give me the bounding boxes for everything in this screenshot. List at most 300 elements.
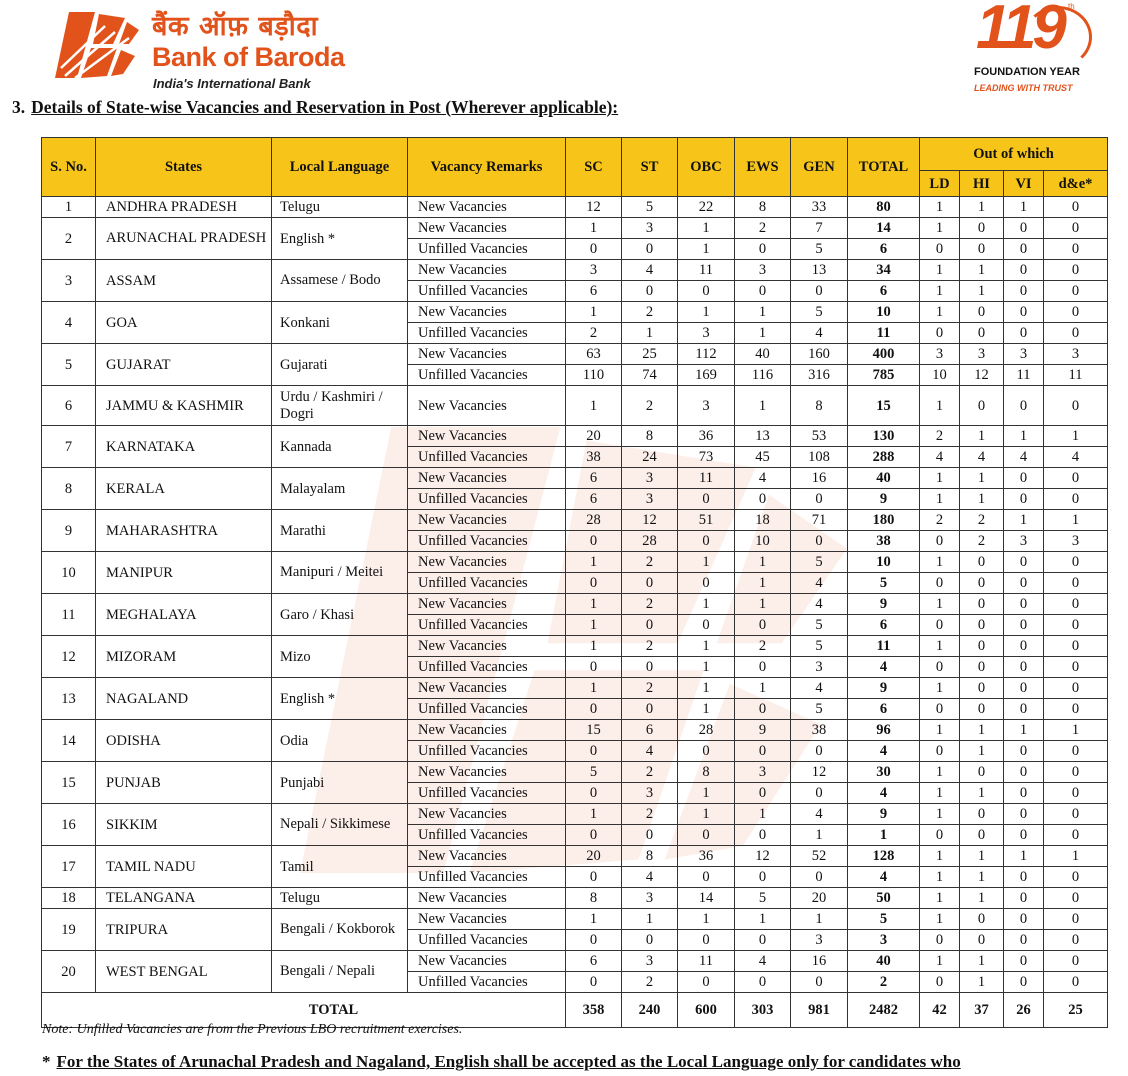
row-sno: 12: [42, 636, 96, 678]
row-remarks: New Vacancies: [408, 344, 566, 365]
total-cell: 240: [622, 993, 678, 1028]
row-value: 0: [735, 741, 791, 762]
total-cell: 42: [920, 993, 960, 1028]
row-value: 0: [1044, 323, 1108, 344]
row-value: 15: [566, 720, 622, 741]
row-value: 20: [566, 846, 622, 867]
row-value: 1: [678, 783, 735, 804]
row-value: 0: [1044, 636, 1108, 657]
row-value: 1: [678, 678, 735, 699]
table-row: [42, 678, 1108, 699]
row-value: 40: [735, 344, 791, 365]
header-states: States: [96, 138, 272, 197]
row-value: 785: [848, 365, 920, 386]
row-value: 128: [848, 846, 920, 867]
row-value: 28: [622, 531, 678, 552]
row-value: 112: [678, 344, 735, 365]
row-value: 2: [622, 972, 678, 993]
row-value: 30: [848, 762, 920, 783]
row-value: 1: [920, 260, 960, 281]
row-remarks: New Vacancies: [408, 386, 566, 426]
row-state: JAMMU & KASHMIR: [96, 386, 272, 426]
row-value: 4: [791, 323, 848, 344]
row-value: 8: [622, 426, 678, 447]
row-value: 0: [566, 531, 622, 552]
row-value: 1: [791, 825, 848, 846]
row-value: 0: [960, 552, 1004, 573]
row-remarks: Unfilled Vacancies: [408, 489, 566, 510]
row-value: 0: [678, 867, 735, 888]
table-row: [42, 468, 1108, 489]
row-value: 1: [678, 594, 735, 615]
row-value: 0: [960, 909, 1004, 930]
row-sno: 6: [42, 386, 96, 426]
row-value: 0: [920, 573, 960, 594]
row-value: 0: [1004, 825, 1044, 846]
row-value: 0: [1004, 867, 1044, 888]
row-sno: 14: [42, 720, 96, 762]
table-row: [42, 510, 1108, 531]
row-state: TRIPURA: [96, 909, 272, 951]
row-value: 1: [678, 657, 735, 678]
row-value: 0: [1004, 239, 1044, 260]
row-value: 1: [960, 489, 1004, 510]
row-value: 3: [1044, 344, 1108, 365]
row-value: 4: [848, 867, 920, 888]
row-value: 0: [735, 930, 791, 951]
row-value: 6: [848, 239, 920, 260]
row-value: 3: [622, 951, 678, 972]
row-value: 1: [622, 323, 678, 344]
row-value: 0: [1044, 741, 1108, 762]
header-sc: SC: [566, 138, 622, 197]
row-remarks: Unfilled Vacancies: [408, 365, 566, 386]
row-remarks: Unfilled Vacancies: [408, 825, 566, 846]
row-state: MANIPUR: [96, 552, 272, 594]
row-value: 0: [1044, 197, 1108, 218]
row-value: 0: [1004, 302, 1044, 323]
row-value: 10: [735, 531, 791, 552]
row-value: 110: [566, 365, 622, 386]
row-value: 8: [678, 762, 735, 783]
row-value: 40: [848, 468, 920, 489]
row-value: 1: [735, 386, 791, 426]
row-value: 5: [791, 552, 848, 573]
row-value: 0: [622, 825, 678, 846]
row-language: Assamese / Bodo: [272, 260, 408, 302]
row-value: 1: [678, 218, 735, 239]
row-value: 0: [1044, 281, 1108, 302]
row-value: 1: [566, 302, 622, 323]
row-value: 14: [848, 218, 920, 239]
row-value: 1: [566, 594, 622, 615]
row-value: 16: [791, 468, 848, 489]
total-cell: 26: [1004, 993, 1044, 1028]
row-value: 9: [848, 678, 920, 699]
vacancy-table: [41, 137, 1108, 1028]
table-row: [42, 720, 1108, 741]
row-language: Marathi: [272, 510, 408, 552]
row-value: 2: [622, 636, 678, 657]
total-cell: 25: [1044, 993, 1108, 1028]
row-value: 0: [566, 783, 622, 804]
row-remarks: New Vacancies: [408, 552, 566, 573]
row-value: 0: [735, 867, 791, 888]
row-value: 0: [1004, 657, 1044, 678]
table-row: [42, 344, 1108, 365]
row-value: 11: [678, 468, 735, 489]
row-value: 24: [622, 447, 678, 468]
row-language: Urdu / Kashmiri / Dogri: [272, 386, 408, 426]
row-value: 6: [566, 468, 622, 489]
row-state: GUJARAT: [96, 344, 272, 386]
table-row: [42, 846, 1108, 867]
row-value: 63: [566, 344, 622, 365]
row-value: 0: [1004, 594, 1044, 615]
row-value: 0: [1004, 260, 1044, 281]
total-cell: 358: [566, 993, 622, 1028]
footnote-marker: *: [42, 1052, 51, 1071]
row-value: 1: [920, 720, 960, 741]
row-value: 0: [791, 972, 848, 993]
row-value: 34: [848, 260, 920, 281]
row-value: 6: [566, 281, 622, 302]
row-value: 1: [678, 804, 735, 825]
section-number: 3.: [12, 97, 26, 117]
row-value: 0: [1004, 281, 1044, 302]
row-value: 0: [1044, 218, 1108, 239]
row-value: 0: [1044, 867, 1108, 888]
row-value: 0: [735, 699, 791, 720]
row-value: 316: [791, 365, 848, 386]
row-value: 1: [920, 636, 960, 657]
row-value: 20: [566, 426, 622, 447]
row-value: 2: [622, 678, 678, 699]
row-value: 12: [566, 197, 622, 218]
row-value: 15: [848, 386, 920, 426]
row-value: 0: [1044, 678, 1108, 699]
row-value: 1: [920, 888, 960, 909]
row-value: 96: [848, 720, 920, 741]
row-value: 0: [622, 930, 678, 951]
row-value: 0: [920, 657, 960, 678]
row-remarks: New Vacancies: [408, 426, 566, 447]
row-value: 3: [566, 260, 622, 281]
row-value: 33: [791, 197, 848, 218]
row-value: 3: [735, 762, 791, 783]
row-value: 0: [960, 615, 1004, 636]
row-value: 1: [848, 825, 920, 846]
foundation-number: 119: [976, 0, 1063, 62]
row-value: 0: [1004, 888, 1044, 909]
row-value: 4: [791, 594, 848, 615]
row-value: 4: [960, 447, 1004, 468]
row-value: 14: [678, 888, 735, 909]
row-sno: 5: [42, 344, 96, 386]
row-value: 1: [1044, 720, 1108, 741]
row-language: Mizo: [272, 636, 408, 678]
row-value: 11: [678, 951, 735, 972]
row-value: 0: [566, 930, 622, 951]
row-sno: 2: [42, 218, 96, 260]
row-value: 4: [622, 260, 678, 281]
row-value: 3: [622, 489, 678, 510]
row-value: 13: [791, 260, 848, 281]
row-state: ANDHRA PRADESH: [96, 197, 272, 218]
row-value: 1: [920, 552, 960, 573]
row-value: 12: [622, 510, 678, 531]
row-value: 1: [920, 218, 960, 239]
row-value: 5: [848, 573, 920, 594]
row-state: SIKKIM: [96, 804, 272, 846]
row-value: 11: [678, 260, 735, 281]
row-value: 0: [678, 615, 735, 636]
row-value: 1: [735, 573, 791, 594]
row-value: 0: [678, 972, 735, 993]
header-de: d&e*: [1044, 171, 1108, 197]
row-value: 0: [960, 762, 1004, 783]
row-value: 1: [960, 281, 1004, 302]
row-value: 4: [791, 804, 848, 825]
row-value: 12: [735, 846, 791, 867]
row-value: 6: [848, 699, 920, 720]
footnote: [42, 1052, 961, 1072]
row-value: 0: [1044, 260, 1108, 281]
row-value: 1: [920, 489, 960, 510]
row-value: 0: [1004, 573, 1044, 594]
row-state: NAGALAND: [96, 678, 272, 720]
row-language: Kannada: [272, 426, 408, 468]
footnote-text: For the States of Arunachal Pradesh and Nagaland, English shall be accepted as the Local Language only for candidates who: [56, 1052, 961, 1071]
row-value: 4: [920, 447, 960, 468]
document-header: [0, 0, 1128, 100]
row-value: 1: [960, 888, 1004, 909]
row-sno: 16: [42, 804, 96, 846]
row-value: 2: [622, 302, 678, 323]
row-value: 1: [960, 260, 1004, 281]
row-value: 0: [622, 281, 678, 302]
row-remarks: New Vacancies: [408, 951, 566, 972]
row-value: 38: [791, 720, 848, 741]
row-value: 1: [1044, 426, 1108, 447]
header-vi: VI: [1004, 171, 1044, 197]
bank-tagline: India's International Bank: [153, 76, 311, 91]
row-state: WEST BENGAL: [96, 951, 272, 993]
row-value: 0: [1004, 804, 1044, 825]
table-row: [42, 386, 1108, 426]
row-remarks: New Vacancies: [408, 720, 566, 741]
row-value: 0: [1004, 699, 1044, 720]
row-remarks: New Vacancies: [408, 218, 566, 239]
row-value: 1: [960, 426, 1004, 447]
row-value: 10: [920, 365, 960, 386]
row-value: 0: [791, 281, 848, 302]
row-remarks: New Vacancies: [408, 197, 566, 218]
row-sno: 7: [42, 426, 96, 468]
row-value: 0: [1044, 699, 1108, 720]
row-value: 28: [678, 720, 735, 741]
row-value: 2: [960, 510, 1004, 531]
row-value: 71: [791, 510, 848, 531]
total-cell: 303: [735, 993, 791, 1028]
total-cell: 37: [960, 993, 1004, 1028]
row-value: 0: [678, 489, 735, 510]
row-value: 4: [848, 783, 920, 804]
row-remarks: New Vacancies: [408, 846, 566, 867]
row-value: 0: [960, 930, 1004, 951]
row-value: 13: [735, 426, 791, 447]
table-row: [42, 594, 1108, 615]
row-value: 4: [1004, 447, 1044, 468]
row-value: 2: [920, 426, 960, 447]
row-value: 3: [678, 386, 735, 426]
row-value: 3: [848, 930, 920, 951]
row-state: ARUNACHAL PRADESH: [96, 218, 272, 260]
row-value: 1: [920, 386, 960, 426]
row-remarks: New Vacancies: [408, 510, 566, 531]
row-value: 1: [735, 678, 791, 699]
row-value: 0: [1044, 930, 1108, 951]
row-value: 0: [1044, 552, 1108, 573]
foundation-line2: LEADING WITH TRUST: [974, 83, 1073, 93]
row-state: MEGHALAYA: [96, 594, 272, 636]
row-sno: 15: [42, 762, 96, 804]
row-value: 0: [1004, 552, 1044, 573]
row-language: Manipuri / Meitei: [272, 552, 408, 594]
row-value: 0: [920, 741, 960, 762]
row-language: Telugu: [272, 888, 408, 909]
row-sno: 10: [42, 552, 96, 594]
row-value: 1: [920, 678, 960, 699]
row-value: 1: [735, 323, 791, 344]
row-value: 0: [678, 281, 735, 302]
row-language: English *: [272, 218, 408, 260]
row-value: 5: [791, 699, 848, 720]
row-value: 52: [791, 846, 848, 867]
row-value: 9: [848, 489, 920, 510]
row-value: 4: [1044, 447, 1108, 468]
row-value: 5: [791, 302, 848, 323]
total-cell: 981: [791, 993, 848, 1028]
row-value: 0: [920, 239, 960, 260]
row-value: 9: [848, 594, 920, 615]
row-value: 0: [678, 825, 735, 846]
row-remarks: New Vacancies: [408, 636, 566, 657]
row-state: ASSAM: [96, 260, 272, 302]
row-value: 36: [678, 846, 735, 867]
row-value: 0: [735, 239, 791, 260]
row-value: 0: [920, 323, 960, 344]
foundation-line1: FOUNDATION YEAR: [974, 66, 1080, 78]
row-value: 2: [735, 636, 791, 657]
row-remarks: Unfilled Vacancies: [408, 783, 566, 804]
row-value: 10: [848, 552, 920, 573]
row-value: 2: [622, 552, 678, 573]
header-hi: HI: [960, 171, 1004, 197]
row-value: 1: [622, 909, 678, 930]
row-value: 8: [566, 888, 622, 909]
row-value: 25: [622, 344, 678, 365]
row-value: 288: [848, 447, 920, 468]
row-value: 6: [848, 281, 920, 302]
row-value: 0: [566, 825, 622, 846]
section-title-text: Details of State-wise Vacancies and Reservation in Post (Wherever applicable):: [31, 97, 619, 117]
row-value: 0: [678, 930, 735, 951]
row-value: 3: [678, 323, 735, 344]
row-sno: 19: [42, 909, 96, 951]
row-remarks: Unfilled Vacancies: [408, 867, 566, 888]
row-remarks: Unfilled Vacancies: [408, 657, 566, 678]
row-value: 5: [735, 888, 791, 909]
row-value: 0: [678, 741, 735, 762]
row-value: 0: [791, 783, 848, 804]
row-state: KARNATAKA: [96, 426, 272, 468]
row-value: 0: [566, 699, 622, 720]
row-value: 0: [1004, 972, 1044, 993]
row-value: 2: [566, 323, 622, 344]
row-value: 0: [960, 218, 1004, 239]
bank-hindi-name: बैंक ऑफ़ बड़ौदा: [152, 11, 319, 42]
row-state: KERALA: [96, 468, 272, 510]
row-value: 2: [920, 510, 960, 531]
row-value: 4: [791, 573, 848, 594]
row-value: 1: [960, 197, 1004, 218]
table-row: [42, 636, 1108, 657]
row-remarks: Unfilled Vacancies: [408, 615, 566, 636]
row-value: 0: [791, 867, 848, 888]
row-value: 3: [1044, 531, 1108, 552]
row-value: 0: [735, 281, 791, 302]
row-sno: 3: [42, 260, 96, 302]
row-value: 0: [1044, 302, 1108, 323]
row-sno: 18: [42, 888, 96, 909]
row-value: 20: [791, 888, 848, 909]
foundation-year-badge: [960, 0, 1100, 96]
table-row: [42, 909, 1108, 930]
bank-of-baroda-logo-icon: [55, 8, 141, 82]
row-remarks: Unfilled Vacancies: [408, 531, 566, 552]
row-value: 1: [735, 552, 791, 573]
row-language: Malayalam: [272, 468, 408, 510]
row-value: 0: [960, 239, 1004, 260]
row-sno: 9: [42, 510, 96, 552]
row-sno: 4: [42, 302, 96, 344]
row-value: 0: [920, 699, 960, 720]
row-value: 6: [566, 951, 622, 972]
row-value: 180: [848, 510, 920, 531]
row-value: 4: [622, 741, 678, 762]
row-state: GOA: [96, 302, 272, 344]
row-value: 0: [1004, 386, 1044, 426]
row-value: 0: [960, 302, 1004, 323]
row-value: 0: [1044, 239, 1108, 260]
row-value: 160: [791, 344, 848, 365]
row-value: 1: [1044, 846, 1108, 867]
row-language: Bengali / Kokborok: [272, 909, 408, 951]
row-value: 130: [848, 426, 920, 447]
row-value: 3: [622, 783, 678, 804]
row-value: 0: [622, 657, 678, 678]
row-value: 7: [791, 218, 848, 239]
row-value: 1: [678, 699, 735, 720]
row-value: 0: [920, 972, 960, 993]
row-value: 1: [1004, 846, 1044, 867]
row-value: 0: [735, 783, 791, 804]
row-value: 2: [622, 386, 678, 426]
row-value: 12: [960, 365, 1004, 386]
row-value: 0: [1004, 762, 1044, 783]
row-value: 12: [791, 762, 848, 783]
